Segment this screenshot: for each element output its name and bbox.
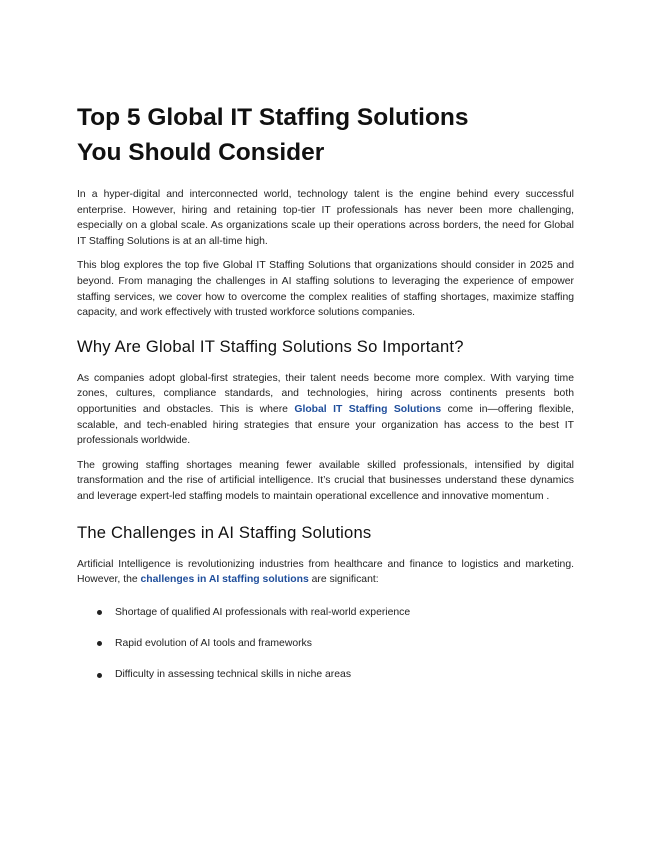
bullet-icon	[97, 641, 102, 646]
bullet-icon	[97, 610, 102, 615]
section2-paragraph-1	[77, 557, 574, 588]
intro-paragraph-2: This blog explores the top five Global IT Staffing Solutions that organizations should consider in 2025 and beyond. From managing the challenges in AI staffing solutions to leveraging the experience of empower staffing services, we cover how to overcome the complex realities of staffing shortages, maximize staffing capacity, and work effectively with trusted workforce solutions companies.	[77, 260, 574, 319]
list-item-text: Shortage of qualified AI professionals with real-world experience	[115, 606, 411, 618]
section-heading-why-important: Why Are Global IT Staffing Solutions So Important?	[77, 336, 464, 356]
list-item	[77, 605, 574, 621]
section1-paragraph-2: The growing staffing shortages meaning fewer available skilled professionals, intensified by digital transformation and the rise of artificial intelligence. It’s crucial that businesses understand these dynamics and leverage expert-led staffing models to maintain operational excellence and innovative momentum .	[77, 459, 574, 502]
section1-paragraph-1-text-before: As companies adopt global-first strategies, their talent needs become more complex. With varying time zones, cultures, compliance standards, and technologies, hiring across continents presents both opportunities and obstacles. This is where	[77, 372, 574, 415]
document-page	[77, 100, 574, 698]
section2-paragraph-1-text-before: Artificial Intelligence is revolutionizing industries from healthcare and finance to logistics and marketing. However, the	[77, 558, 574, 586]
list-item	[77, 667, 574, 683]
intro-paragraph-1: In a hyper-digital and interconnected world, technology talent is the engine behind every successful enterprise. However, hiring and retaining top-tier IT professionals has never been more challenging, especially on a global scale. As organizations scale up their operations across borders, the need for Global IT Staffing Solutions is at an all-time high.	[77, 189, 574, 247]
bullet-icon	[97, 673, 102, 678]
page-title-line-2: You Should Consider	[77, 139, 325, 166]
section1-paragraph-1-text-after: come in—offering flexible, scalable, and tech-enabled hiring strategies that ensure your organization has access to the best IT professionals worldwide.	[77, 403, 575, 447]
page-title	[77, 100, 574, 170]
list-item-text: Rapid evolution of AI tools and frameworks	[115, 637, 312, 649]
section1-paragraph-1	[77, 371, 574, 449]
list-item	[77, 636, 574, 652]
page-title-line-1: Top 5 Global IT Staffing Solutions	[77, 104, 469, 131]
ai-staffing-challenges-link[interactable]: challenges in AI staffing solutions	[140, 574, 309, 586]
section-heading-ai-challenges: The Challenges in AI Staffing Solutions	[77, 522, 372, 542]
global-it-staffing-solutions-link[interactable]: Global IT Staffing Solutions	[294, 403, 442, 415]
challenges-list	[77, 605, 574, 683]
section2-paragraph-1-text-after: are significant:	[308, 574, 379, 586]
list-item-text: Difficulty in assessing technical skills in niche areas	[115, 669, 352, 681]
